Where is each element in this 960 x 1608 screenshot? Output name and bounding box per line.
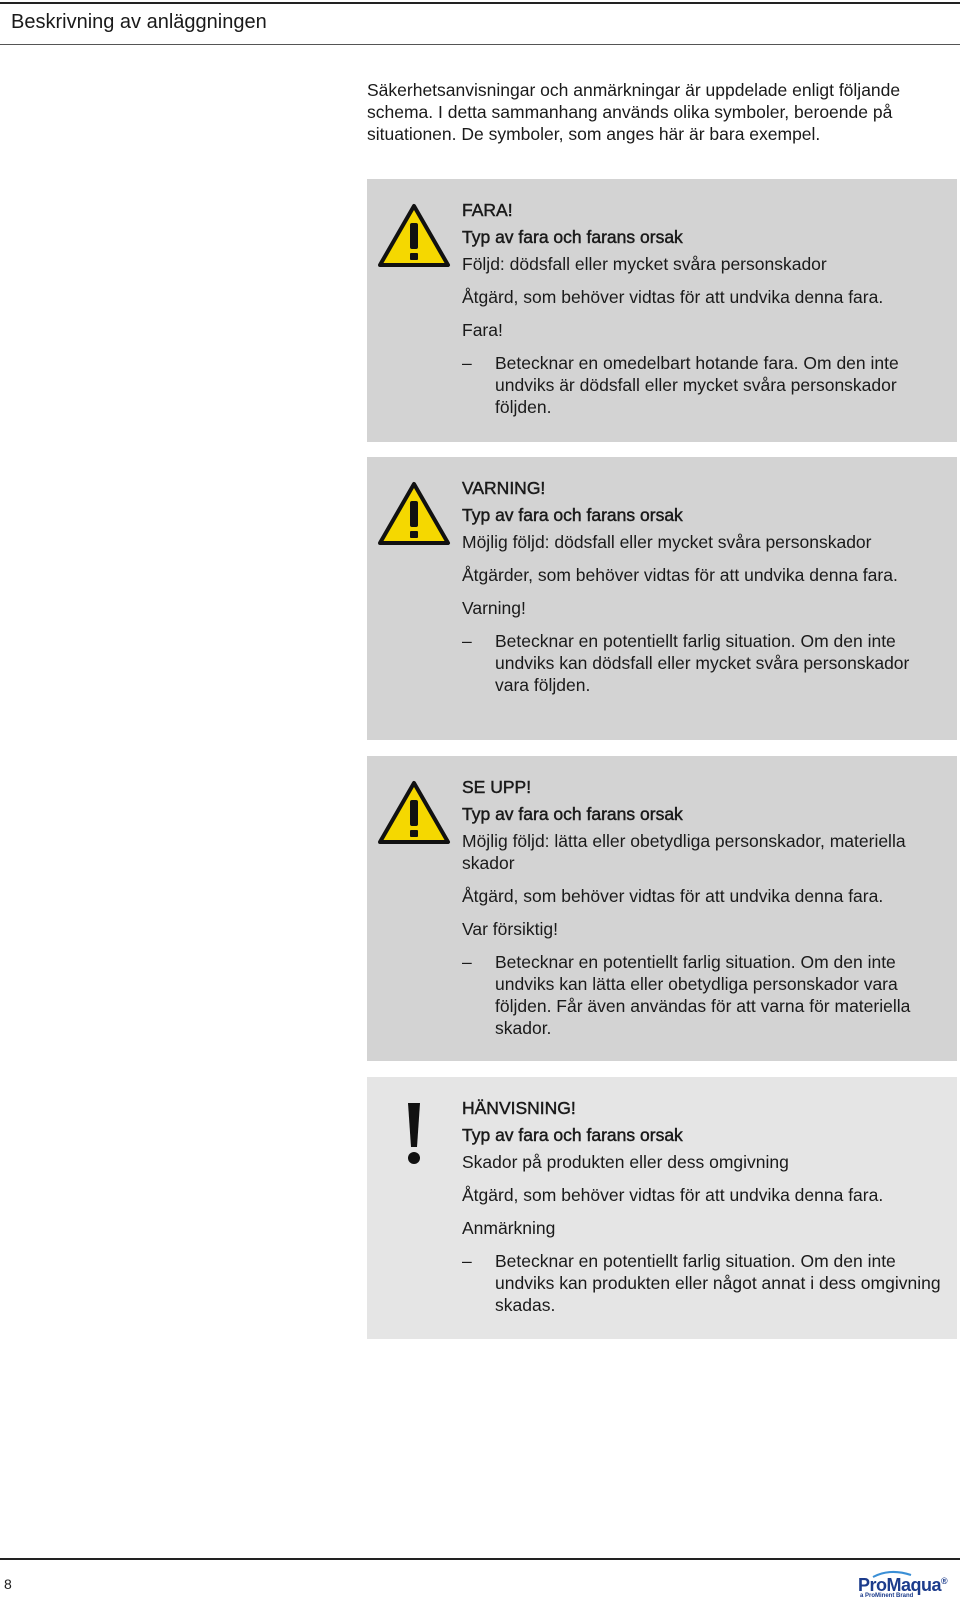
action-text: Åtgärd, som behöver vidtas för att undvika denna fara. [462, 1185, 884, 1205]
description-bullet [462, 951, 942, 1039]
description-text: Betecknar en potentiellt farlig situation. Om den inte undviks kan produkten eller något annat i dess omgivning skadas. [495, 1251, 941, 1315]
footer-rule [0, 1558, 960, 1560]
hazard-type: Typ av fara och farans orsak [462, 804, 683, 824]
page-number: 8 [4, 1576, 12, 1592]
warning-triangle-icon [377, 780, 451, 846]
consequence-text: Möjlig följd: dödsfall eller mycket svåra personskador [462, 532, 872, 552]
consequence-text: Följd: dödsfall eller mycket svåra personskador [462, 254, 827, 274]
action-text: Åtgärd, som behöver vidtas för att undvika denna fara. [462, 886, 884, 906]
signal-word: HÄNVISNING! [462, 1098, 576, 1118]
keyword-text: Fara! [462, 320, 503, 340]
notice-info [367, 1077, 957, 1339]
description-bullet [462, 630, 942, 696]
logo-brand-b: Maqua [886, 1575, 942, 1595]
logo-tagline: a ProMinent Brand [860, 1593, 914, 1599]
description-text: Betecknar en potentiellt farlig situation. Om den inte undviks kan dödsfall eller mycket svåra personskador vara följden. [495, 631, 910, 695]
caution-notice [367, 756, 957, 1061]
promaqua-logo [858, 1575, 958, 1605]
description-bullet [462, 1250, 942, 1316]
signal-word: VARNING! [462, 478, 546, 498]
hazard-type: Typ av fara och farans orsak [462, 505, 683, 525]
header-bottom-rule [0, 44, 960, 45]
warning-triangle-icon [377, 203, 451, 269]
dash-glyph: – [462, 631, 472, 651]
logo-swoosh-icon [872, 1570, 912, 1578]
logo-registered: ® [941, 1576, 948, 1586]
hazard-type: Typ av fara och farans orsak [462, 1125, 683, 1145]
description-text: Betecknar en omedelbart hotande fara. Om den inte undviks är dödsfall eller mycket svåra personskador följden. [495, 353, 899, 417]
warning-notice [367, 457, 957, 740]
warning-triangle-icon [377, 481, 451, 547]
danger-notice [367, 179, 957, 442]
consequence-text: Skador på produkten eller dess omgivning [462, 1152, 789, 1172]
notice-content [462, 477, 942, 696]
notice-content [462, 776, 942, 1039]
logo-brand-a: Pro [858, 1575, 887, 1595]
consequence-text: Möjlig följd: lätta eller obetydliga personskador, materiella skador [462, 831, 906, 873]
dash-glyph: – [462, 952, 472, 972]
notice-content [462, 199, 942, 418]
dash-glyph: – [462, 1251, 472, 1271]
description-text: Betecknar en potentiellt farlig situation. Om den inte undviks kan lätta eller obetydliga personskador vara följden. Får även användas för att varna för materiella skador. [495, 952, 911, 1038]
notice-content [462, 1097, 942, 1316]
keyword-text: Var försiktig! [462, 919, 558, 939]
action-text: Åtgärd, som behöver vidtas för att undvika denna fara. [462, 287, 884, 307]
page-header-title: Beskrivning av anläggningen [11, 11, 267, 33]
dash-glyph: – [462, 353, 472, 373]
signal-word: SE UPP! [462, 777, 532, 797]
action-text: Åtgärder, som behöver vidtas för att undvika denna fara. [462, 565, 898, 585]
keyword-text: Varning! [462, 598, 526, 618]
keyword-text: Anmärkning [462, 1218, 556, 1238]
intro-paragraph: Säkerhetsanvisningar och anmärkningar är uppdelade enligt följande schema. I detta sammanhang används olika symboler, beroende på situationen. De symboler, som anges här är bara exempel. [367, 80, 901, 144]
hazard-type: Typ av fara och farans orsak [462, 227, 683, 247]
signal-word: FARA! [462, 200, 513, 220]
description-bullet [462, 352, 942, 418]
header-top-rule [0, 2, 960, 4]
exclamation-icon [377, 1101, 451, 1167]
